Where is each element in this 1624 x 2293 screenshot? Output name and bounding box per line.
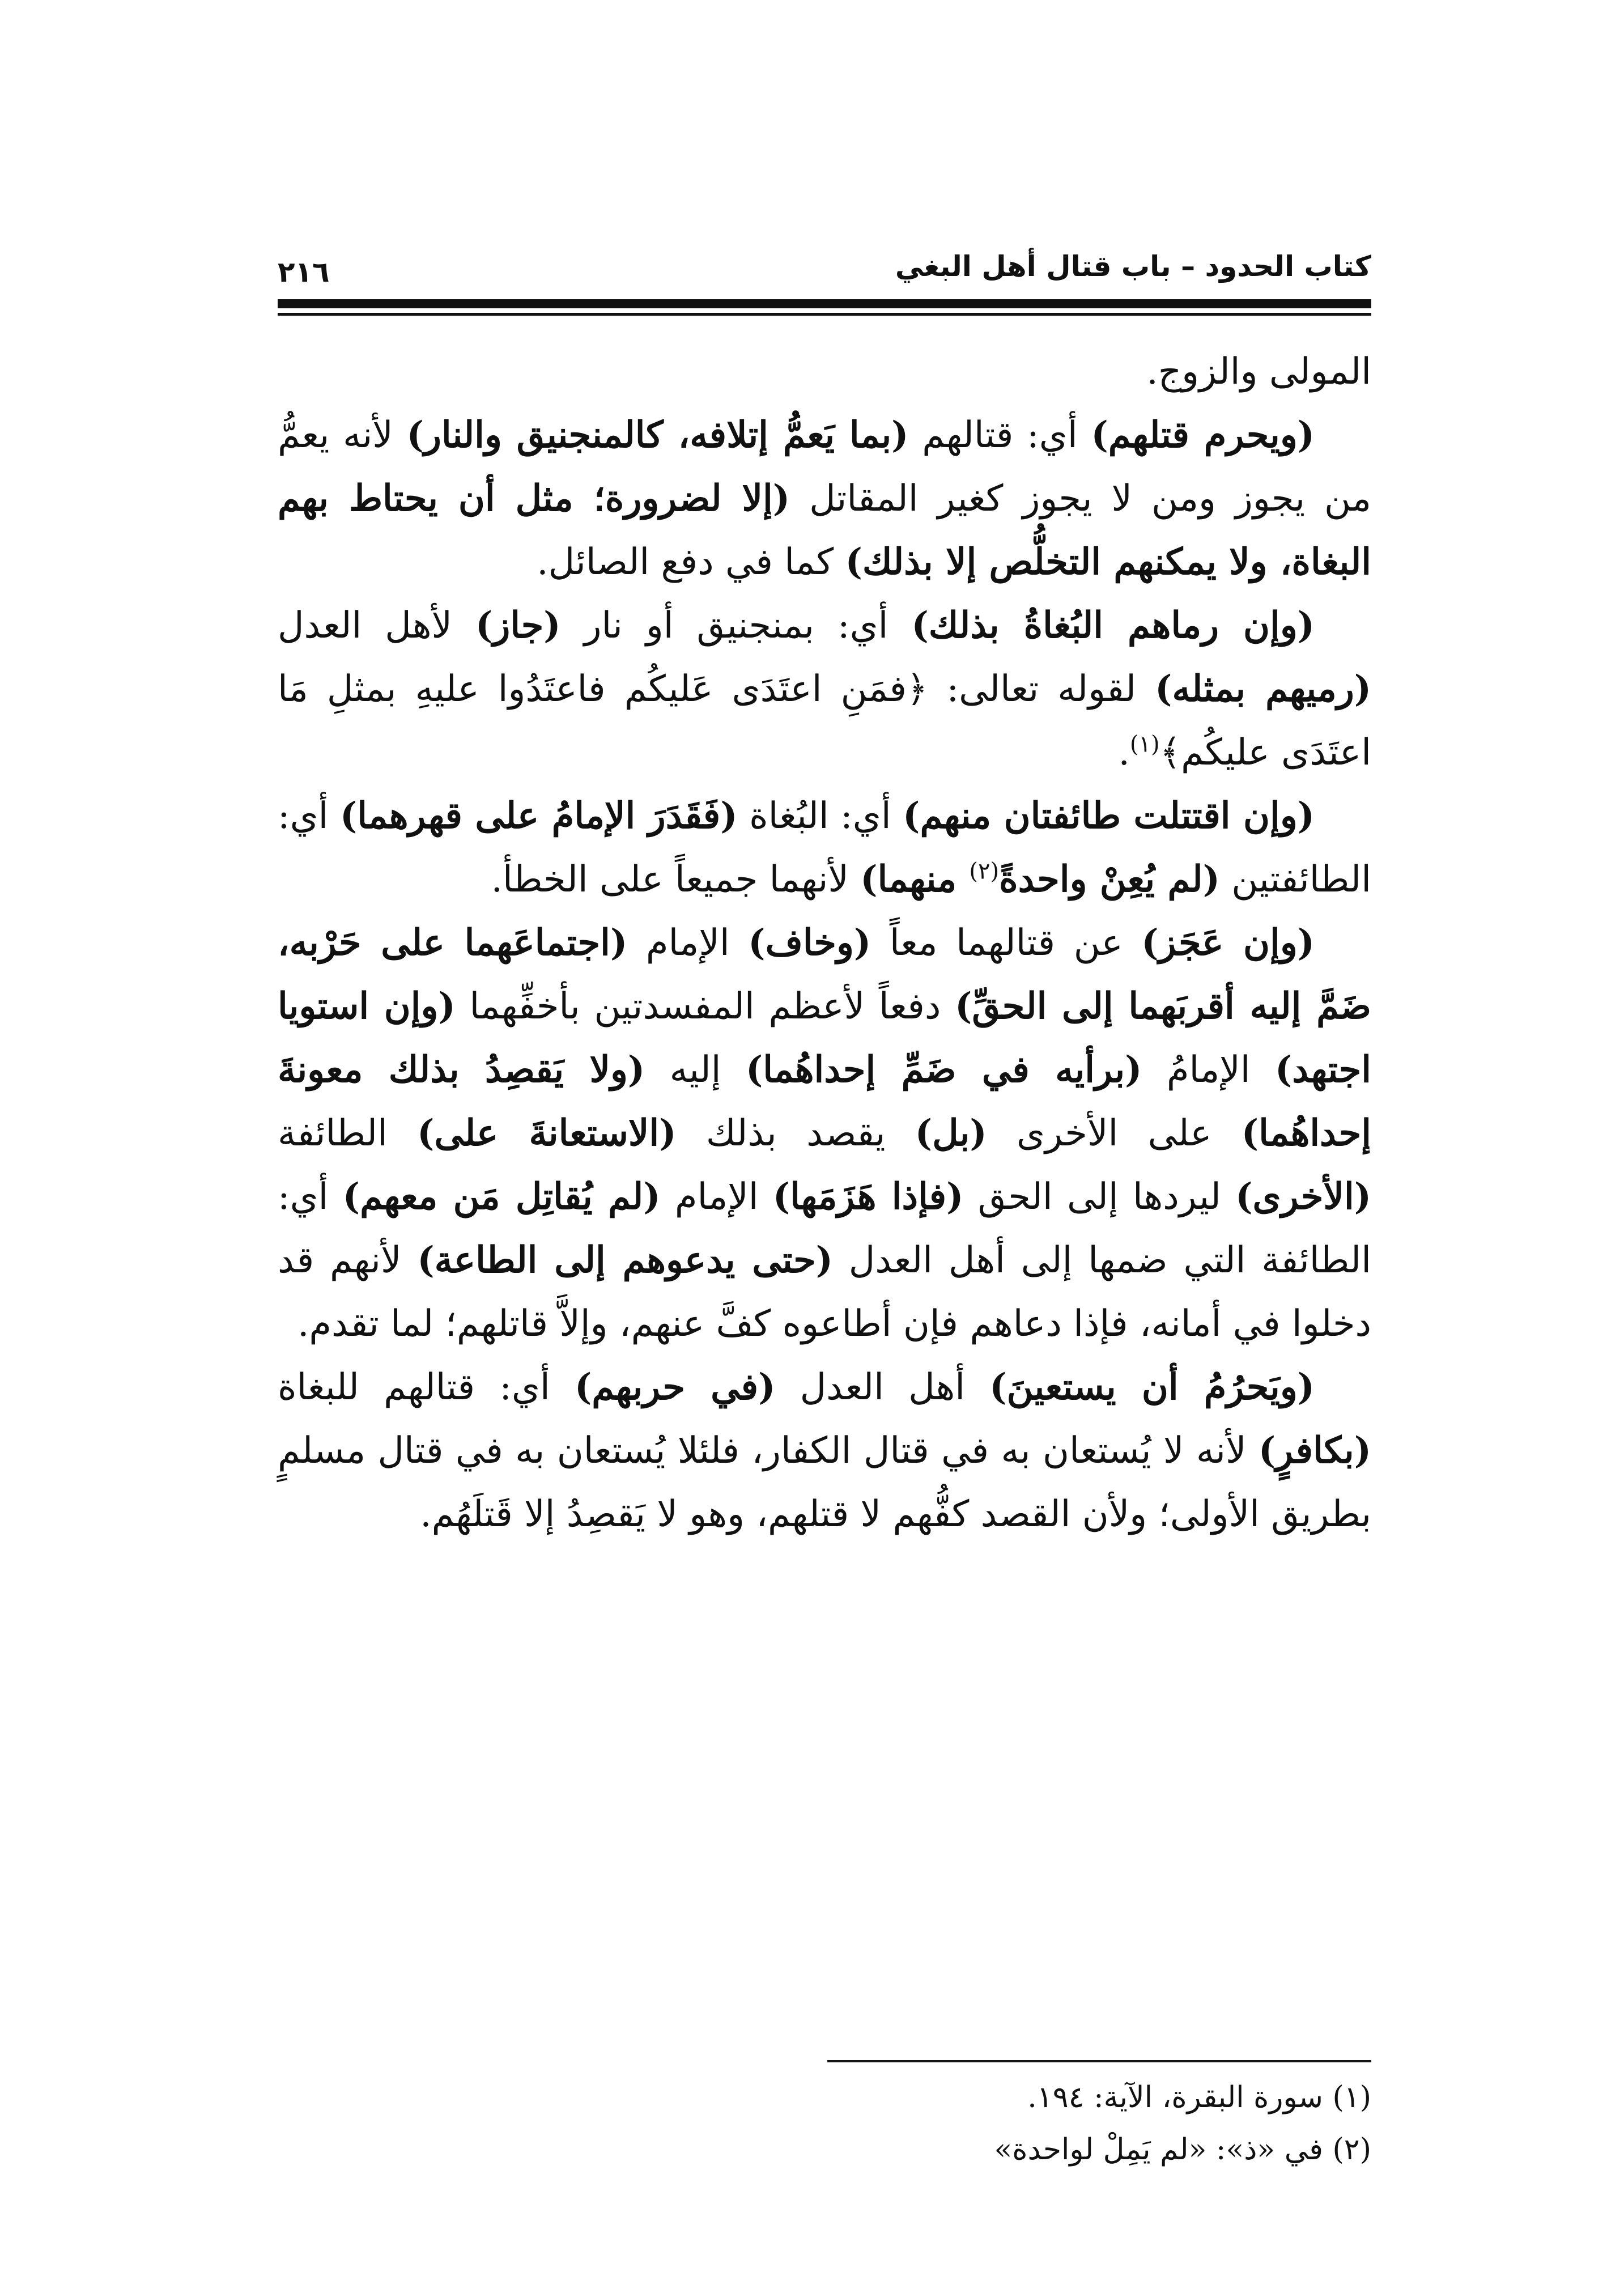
text-run: دفعاً لأعظم المفسدتين بأخفِّهما — [455, 986, 955, 1027]
text-run: أي: بمنجنيق أو نار — [560, 605, 912, 647]
matn-run: (إلا لضرورة؛ مثل أن يحتاط بهم البغاة، ولا يمكنهم التخلُّص إلا بذلك) — [278, 477, 1371, 583]
matn-run: (فإذا هَزَمَها) — [772, 1175, 964, 1218]
text-run: المولى والزوج. — [1146, 351, 1371, 393]
main-text — [278, 340, 1371, 1546]
text-run: كما في دفع الصائل. — [537, 541, 845, 583]
page-header — [278, 244, 1371, 289]
footnote-separator — [827, 2060, 1371, 2062]
page-number: ٢١٦ — [278, 256, 330, 288]
text-run: أي: الطائفتين — [278, 795, 1371, 901]
matn-run: (في حربهم) — [574, 1366, 776, 1408]
matn-run: (الأخرى) — [1235, 1175, 1372, 1218]
text-run: لأهل العدل — [278, 605, 476, 647]
text-run: أي: الطائفة التي ضمها إلى أهل العدل — [278, 1176, 1372, 1281]
text-run: أهل العدل — [775, 1366, 990, 1408]
matn-run: (بكافرٍ) — [1258, 1429, 1372, 1472]
matn-run: (ويَحرُمُ أن يستعينَ) — [989, 1366, 1315, 1408]
paragraph-1 — [278, 340, 1371, 404]
matn-run: (لم يُعِنْ واحدةً — [999, 858, 1220, 901]
paragraph-6 — [278, 1356, 1371, 1546]
text-run: لأنه لا يُستعان به في قتال الكفار، فلئلا يُستعان به في قتال مسلمٍ بطريق الأولى؛ ولأن القصد كفُّهم لا قتلهم، وهو لا يَقصِدُ إلا قَتلَهُم. — [278, 1430, 1371, 1535]
matn-run: (حتى يدعوهم إلى الطاعة) — [417, 1239, 833, 1281]
footnote-2: (٢) في «ذ»: «لم يَمِلْ لواحدة» — [994, 2133, 1371, 2167]
matn-run: (رميهم بمثله) — [1155, 668, 1372, 710]
matn-run: (ولا يَقصِدُ بذلك معونةَ إحداهُما) — [278, 1048, 1372, 1154]
text-run: الإمام — [627, 922, 749, 964]
footnote-ref-2: (٢) — [969, 858, 1000, 885]
quran-quote: لقوله تعالى: ﴿فمَنِ اعتَدَى عَليكُم فاعتَدُوا عليهِ بمثلِ مَا اعتَدَى عليكُم﴾ — [278, 668, 1371, 774]
matn-run: (وخاف) — [748, 922, 871, 964]
matn-run: (لم يُقاتِل مَن معهم) — [342, 1175, 661, 1218]
text-run: الإمامُ — [1142, 1049, 1275, 1091]
header-rule-thick — [278, 299, 1371, 308]
text-run: الطائفة — [278, 1112, 418, 1154]
matn-run: (برأيه في ضَمِّ إحداهُما) — [745, 1048, 1142, 1091]
matn-run: منهما) — [860, 858, 970, 901]
matn-run: (بما يَعمُّ إتلافه، كالمنجنيق والنار) — [406, 414, 909, 456]
text-run: إليه — [645, 1049, 746, 1091]
paragraph-2 — [278, 404, 1371, 594]
text-run: . — [1118, 732, 1130, 774]
text-run: عن قتالهما معاً — [871, 922, 1142, 964]
text-run: الإمام — [660, 1176, 773, 1218]
footnotes — [278, 2071, 1371, 2176]
paragraph-3 — [278, 594, 1371, 784]
paragraph-5 — [278, 911, 1371, 1356]
running-title: كتاب الحدود – باب قتال أهل البغي — [895, 250, 1371, 283]
text-run: أي: البُغاة — [737, 795, 903, 837]
matn-run: (وإن رماهم البُغاةُ بذلك) — [911, 604, 1315, 647]
text-run: ليردها إلى الحق — [963, 1176, 1236, 1218]
matn-run: (فَقَدَرَ الإمامُ على قهرهما) — [340, 795, 738, 837]
footnote-1: (١) سورة البقرة، الآية: ١٩٤. — [1027, 2080, 1371, 2114]
matn-run: (وإن استويا اجتهد) — [278, 985, 1372, 1091]
text-run: على الأخرى — [987, 1112, 1242, 1154]
paragraph-4 — [278, 784, 1371, 911]
text-run: لأنه يعمُّ من يجوز ومن لا يجوز كغير المقاتل — [278, 414, 1372, 520]
text-run: أي: قتالهم للبغاة — [278, 1366, 575, 1408]
matn-run: (جاز) — [475, 604, 561, 647]
text-run: أي: قتالهم — [908, 414, 1091, 456]
matn-run: (ويحرم قتلهم) — [1091, 414, 1315, 456]
header-rule-thin — [278, 313, 1371, 316]
matn-run: (وإن عَجَز) — [1141, 922, 1315, 964]
text-run: يقصد بذلك — [676, 1112, 915, 1154]
matn-run: (بل) — [915, 1112, 987, 1154]
text-run: لأنهم قد دخلوا في أمانه، فإذا دعاهم فإن أطاعوه كفَّ عنهم، وإلاَّ قاتلهم؛ لما تقدم. — [278, 1239, 1371, 1345]
matn-run: (وإن اقتتلت طائفتان منهم) — [903, 795, 1315, 837]
matn-run: (اجتماعَهما على حَرْبه، ضَمَّ إليه أقربَهما إلى الحقِّ) — [278, 922, 1371, 1027]
footnote-ref-1: (١) — [1129, 731, 1160, 758]
matn-run: (الاستعانةَ على) — [417, 1112, 677, 1154]
text-run: لأنهما جميعاً على الخطأ. — [491, 859, 861, 901]
